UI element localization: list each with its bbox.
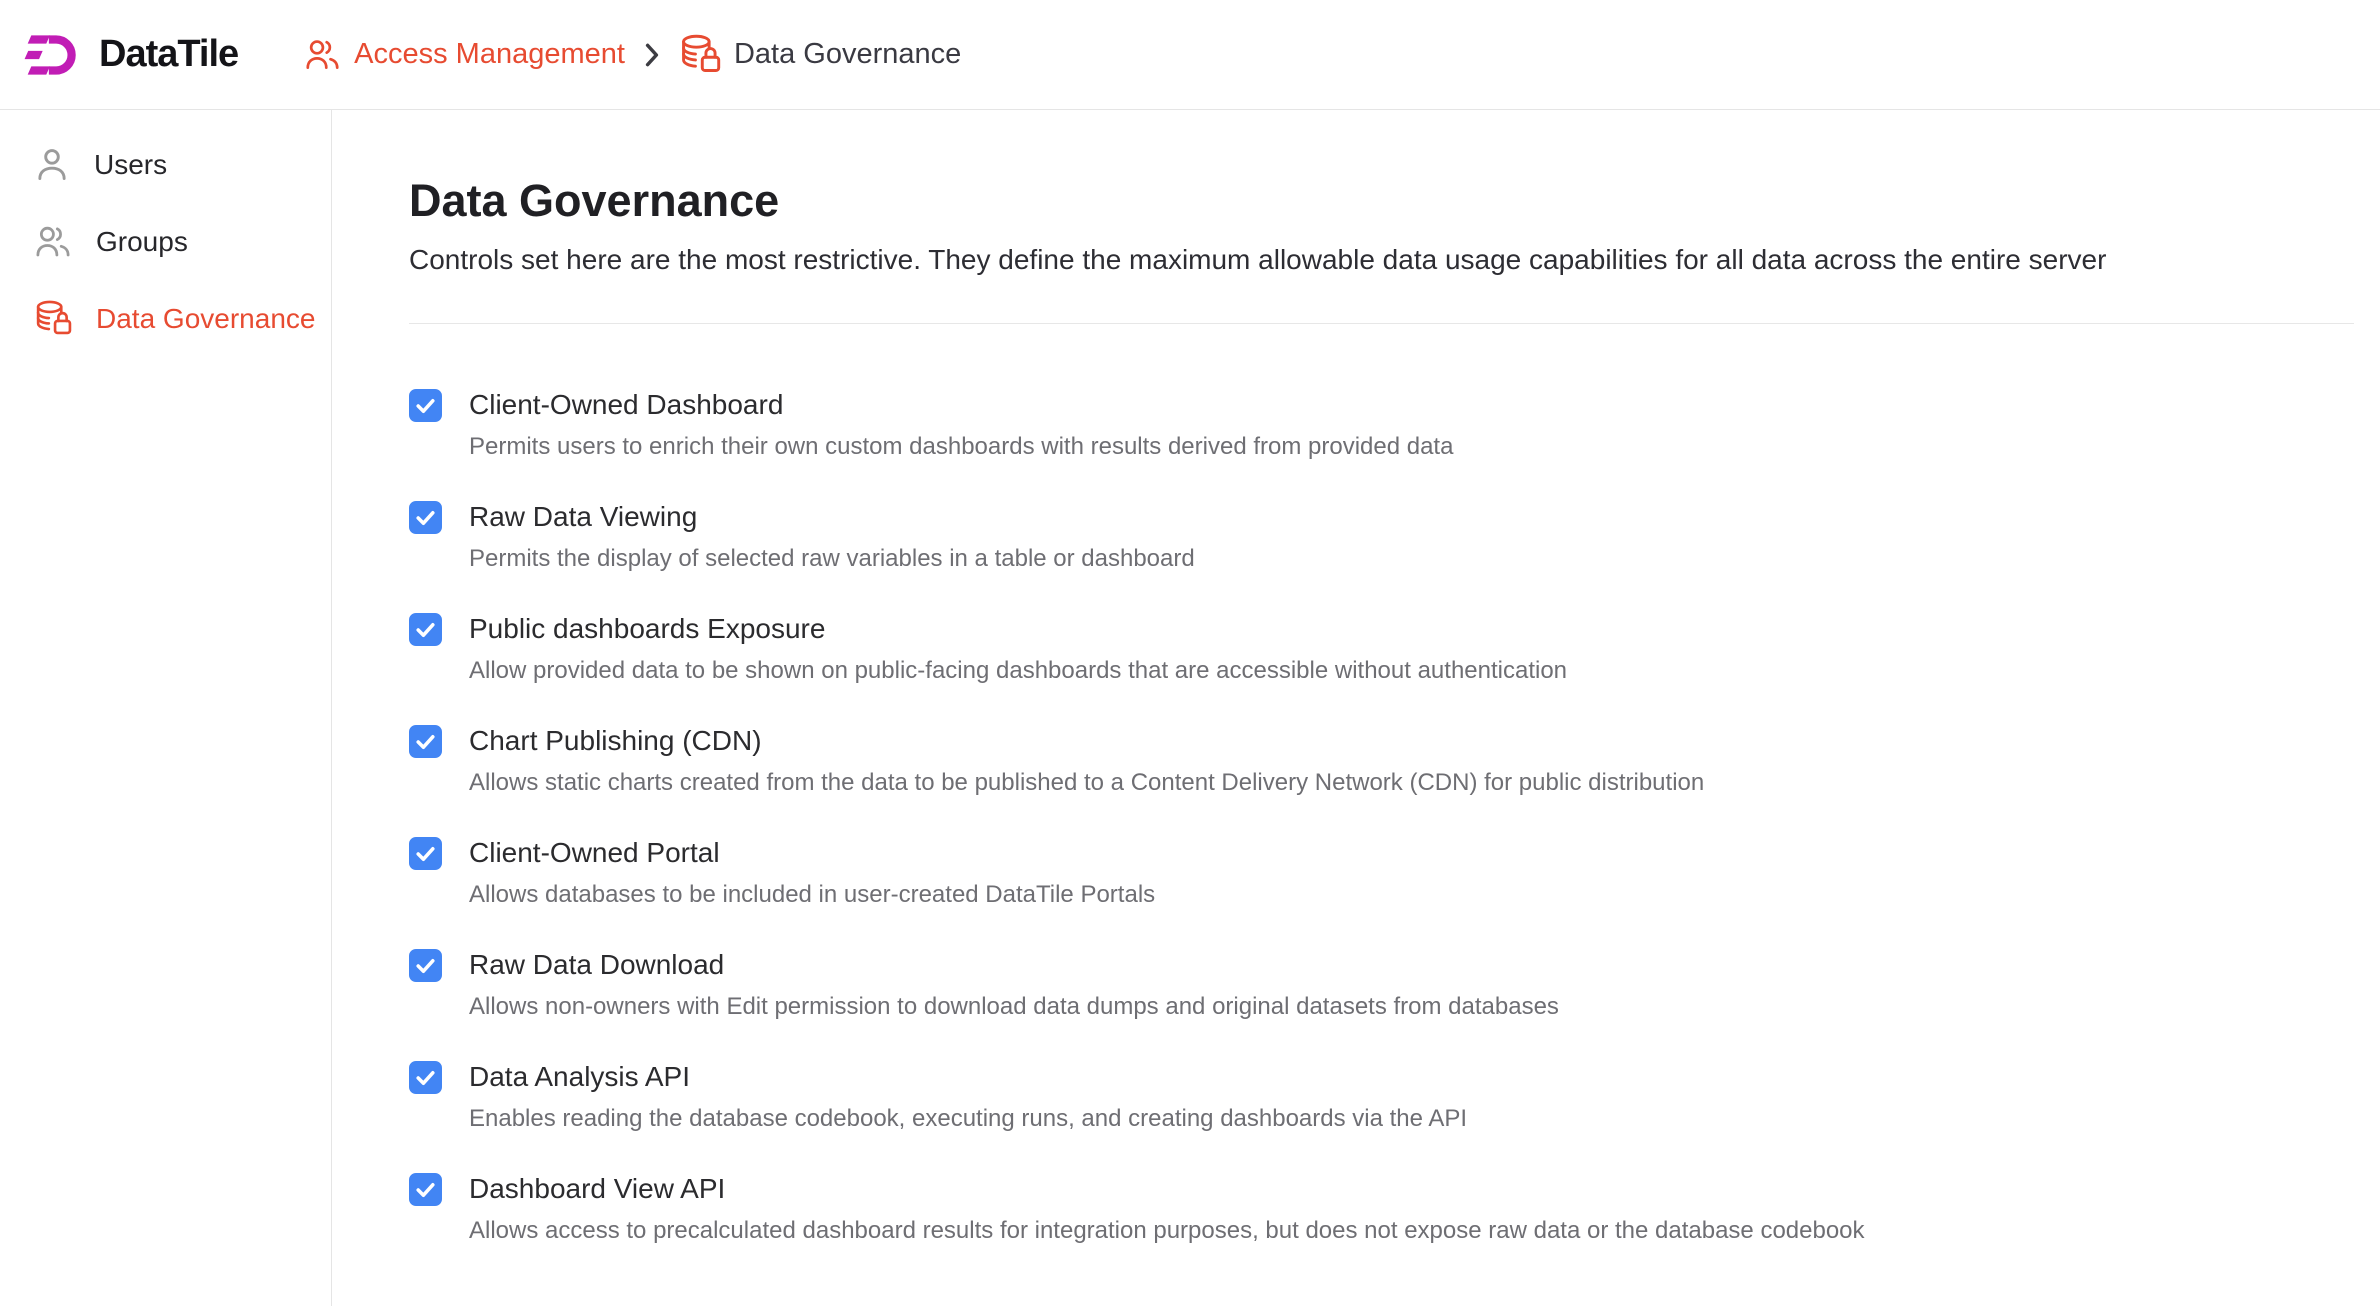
permission-label: Client-Owned Portal — [469, 836, 720, 868]
permission-row — [409, 1172, 2354, 1245]
sidebar-item-users[interactable] — [0, 126, 331, 203]
permission-checkbox[interactable] — [409, 613, 442, 646]
breadcrumb-page-label: Data Governance — [733, 38, 962, 70]
users-group-icon — [304, 38, 341, 72]
checkmark-icon — [413, 393, 438, 418]
permissions-list — [409, 388, 2354, 1245]
permission-description: Allow provided data to be shown on public-facing dashboards that are accessible without authentication — [469, 656, 1568, 684]
permission-row — [409, 724, 2354, 797]
sidebar-item-data-governance[interactable] — [0, 280, 331, 357]
permission-row — [409, 836, 2354, 909]
checkmark-icon — [413, 617, 438, 642]
breadcrumb-data-governance — [679, 34, 961, 75]
permission-description: Allows databases to be included in user-created DataTile Portals — [469, 880, 1156, 908]
permission-row — [409, 1060, 2354, 1133]
permission-description: Permits users to enrich their own custom dashboards with results derived from provided data — [469, 432, 1454, 460]
permission-description: Allows access to precalculated dashboard results for integration purposes, but does not expose raw data or the database codebook — [469, 1216, 1865, 1244]
permission-checkbox[interactable] — [409, 1061, 442, 1094]
permission-checkbox[interactable] — [409, 1173, 442, 1206]
permission-description: Enables reading the database codebook, executing runs, and creating dashboards via the API — [469, 1104, 1468, 1132]
permission-checkbox[interactable] — [409, 725, 442, 758]
page-subtitle: Controls set here are the most restrictive. They define the maximum allowable data usage capabilities for all data across the entire server — [409, 244, 2107, 275]
permission-description: Allows non-owners with Edit permission to download data dumps and original datasets from databases — [469, 992, 1559, 1020]
database-lock-icon — [679, 34, 721, 75]
checkmark-icon — [413, 505, 438, 530]
breadcrumb-access-management[interactable] — [304, 38, 625, 72]
permission-row — [409, 948, 2354, 1021]
chevron-right-icon — [643, 41, 661, 69]
permission-checkbox[interactable] — [409, 501, 442, 534]
permission-description: Allows static charts created from the data to be published to a Content Delivery Network (CDN) for public distribution — [469, 768, 1705, 796]
checkmark-icon — [413, 841, 438, 866]
sidebar — [0, 110, 332, 1306]
breadcrumb-section-label: Access Management — [354, 38, 625, 70]
permission-label: Public dashboards Exposure — [469, 612, 826, 644]
checkmark-icon — [413, 1177, 438, 1202]
logo-text: DataTile — [99, 33, 239, 75]
datatile-logo-mark-icon — [22, 30, 84, 80]
sidebar-item-label: Data Governance — [96, 302, 316, 334]
sidebar-item-label: Users — [94, 148, 168, 180]
permission-label: Dashboard View API — [469, 1172, 726, 1204]
permission-checkbox[interactable] — [409, 949, 442, 982]
permission-checkbox[interactable] — [409, 837, 442, 870]
page-title: Data Governance — [409, 175, 780, 226]
permission-row — [409, 388, 2354, 461]
users-group-icon — [34, 224, 72, 260]
permission-row — [409, 500, 2354, 573]
user-icon — [34, 147, 70, 183]
permission-label: Raw Data Download — [469, 948, 725, 980]
main-content — [332, 110, 2380, 1306]
breadcrumb — [304, 34, 961, 75]
checkmark-icon — [413, 1065, 438, 1090]
permission-label: Raw Data Viewing — [469, 500, 698, 532]
permission-row — [409, 612, 2354, 685]
section-divider — [409, 323, 2354, 324]
checkmark-icon — [413, 729, 438, 754]
sidebar-item-groups[interactable] — [0, 203, 331, 280]
permission-label: Chart Publishing (CDN) — [469, 724, 762, 756]
permission-description: Permits the display of selected raw variables in a table or dashboard — [469, 544, 1195, 572]
app-logo[interactable] — [22, 30, 238, 80]
database-lock-icon — [34, 300, 72, 337]
permission-checkbox[interactable] — [409, 389, 442, 422]
sidebar-item-label: Groups — [96, 225, 188, 257]
permission-label: Data Analysis API — [469, 1060, 691, 1092]
top-bar — [0, 0, 2380, 110]
permission-label: Client-Owned Dashboard — [469, 388, 784, 420]
checkmark-icon — [413, 953, 438, 978]
